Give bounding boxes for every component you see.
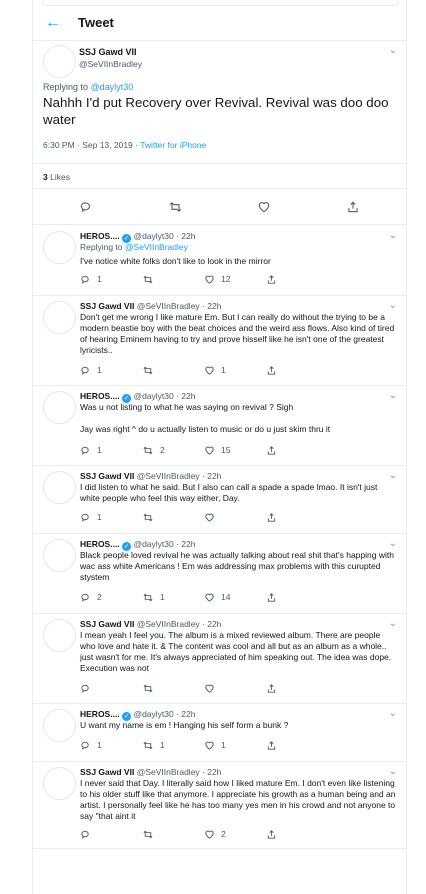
share-icon (266, 365, 277, 375)
like-button[interactable] (204, 829, 226, 840)
author-name[interactable]: HEROS.... (80, 391, 120, 401)
avatar[interactable] (43, 301, 76, 334)
retweet-icon (142, 829, 154, 839)
avatar[interactable] (43, 471, 76, 504)
reply-actions (80, 365, 280, 377)
like-count: 12 (221, 274, 231, 284)
tweet-actions (33, 193, 406, 219)
reply-count: 2 (97, 592, 102, 602)
chevron-down-icon[interactable]: ⌄ (388, 45, 397, 56)
reply-count: 1 (97, 740, 102, 750)
reply-actions (80, 829, 280, 841)
author-handle-time[interactable]: @daylyt30 · 22h (133, 391, 196, 401)
verified-badge-icon: ✓ (123, 713, 130, 720)
retweet-icon (142, 274, 154, 284)
author-handle[interactable]: @SeVIInBradley (79, 59, 142, 69)
like-button[interactable] (204, 740, 226, 751)
share-button[interactable] (266, 592, 277, 603)
retweet-icon (142, 740, 154, 750)
reply-actions (80, 274, 280, 286)
avatar[interactable] (43, 45, 76, 78)
reply-actions (80, 512, 280, 524)
like-button[interactable] (204, 592, 230, 603)
reply-tweet[interactable] (33, 386, 406, 466)
share-button[interactable] (266, 683, 277, 694)
retweet-icon (142, 512, 154, 522)
reply-text: U want my name is em ! Hanging his self form a bunk ? (80, 720, 289, 730)
chevron-down-icon[interactable]: ⌄ (388, 618, 397, 629)
like-count: 1 (221, 740, 226, 750)
reply-tweet[interactable] (33, 704, 406, 762)
reply-text: Don't get me wrong I like mature Em. But I can really do without the trying to be a modern beastie boy with the beat choices and the weird ass flows. Also kind of tired of hearing Eminem having to try and prove hisself like he isn't one of the greatest lyricists.. (80, 312, 395, 355)
share-icon[interactable] (346, 199, 360, 214)
like-icon (204, 683, 215, 693)
reply-icon (80, 683, 91, 693)
reply-count: 1 (97, 512, 102, 522)
retweet-icon (142, 445, 154, 455)
like-icon (204, 365, 215, 375)
likes-row[interactable] (33, 163, 406, 189)
reply-tweet[interactable] (33, 614, 406, 704)
like-count: 2 (221, 829, 226, 839)
like-button[interactable] (204, 445, 230, 456)
reply-icon (80, 445, 91, 455)
reply-icon (80, 365, 91, 375)
retweet-button[interactable] (142, 829, 160, 840)
chevron-down-icon[interactable]: ⌄ (388, 538, 397, 549)
verified-badge-icon: ✓ (123, 543, 130, 550)
tweet-text: Nahhh I'd put Recovery over Revival. Revival was doo doo water (43, 95, 389, 127)
author-name[interactable]: HEROS.... (80, 709, 120, 719)
likes-count: 3 (43, 172, 48, 182)
reply-text: Black people loved revival he was actually talking about real shit that's happing with wac ass white Americans ! Em was addressing max problems with this curupted stystem (80, 550, 394, 582)
reply-tweet[interactable] (33, 226, 406, 296)
likes-label: Likes (50, 172, 70, 182)
author-handle-time[interactable]: @daylyt30 · 22h (133, 709, 196, 719)
retweet-icon (142, 365, 154, 375)
share-icon (266, 445, 277, 455)
author-name[interactable]: SSJ Gawd VII (80, 471, 135, 481)
retweet-count: 2 (160, 445, 165, 455)
like-count: 14 (221, 592, 231, 602)
replying-to (43, 82, 133, 92)
tweet-page (32, 0, 407, 894)
share-button[interactable] (266, 274, 277, 285)
reply-actions (80, 592, 280, 604)
share-icon (266, 592, 277, 602)
replying-to-prefix: Replying to (80, 242, 123, 252)
author-name[interactable]: SSJ Gawd VII (80, 619, 135, 629)
retweet-button[interactable] (142, 512, 160, 523)
share-button[interactable] (266, 512, 277, 523)
author-handle-time[interactable]: @daylyt30 · 22h (133, 231, 196, 241)
retweet-button[interactable] (142, 365, 160, 376)
like-icon (204, 592, 215, 602)
author-handle-time[interactable]: @SeVIInBradley · 22h (136, 471, 222, 481)
share-button[interactable] (266, 445, 277, 456)
author-handle-time[interactable]: @SeVIInBradley · 22h (136, 619, 222, 629)
replying-to-link[interactable]: @SeVIInBradley (124, 242, 188, 252)
avatar[interactable] (43, 619, 76, 652)
reply-header (80, 471, 221, 481)
author-name[interactable]: HEROS.... (80, 539, 120, 549)
reply-icon (80, 592, 91, 602)
reply-icon (80, 829, 91, 839)
reply-count: 1 (97, 445, 102, 455)
reply-actions (80, 445, 280, 457)
author-name[interactable]: SSJ Gawd VII (80, 301, 135, 311)
like-button[interactable] (204, 512, 221, 523)
reply-button[interactable] (80, 274, 102, 285)
like-icon (204, 829, 215, 839)
avatar[interactable] (43, 391, 76, 424)
like-button[interactable] (204, 683, 221, 694)
reply-text: I did listen to what he said. But I also can call a spade a spade lmao. It isn't just white people who feel this way either, Day. (80, 482, 378, 503)
timestamp-text[interactable]: 6:30 PM · Sep 13, 2019 · (43, 140, 141, 150)
retweet-button[interactable] (142, 592, 165, 603)
reply-header (80, 619, 221, 629)
like-count: 1 (221, 365, 226, 375)
reply-header (80, 767, 221, 777)
verified-badge-icon: ✓ (123, 235, 130, 242)
reply-button[interactable] (80, 683, 97, 694)
chevron-down-icon[interactable]: ⌄ (388, 766, 397, 777)
reply-count: 1 (97, 274, 102, 284)
reply-icon[interactable] (79, 199, 93, 214)
share-button[interactable] (266, 829, 277, 840)
reply-button[interactable] (80, 445, 102, 456)
chevron-down-icon[interactable]: ⌄ (388, 470, 397, 481)
page-title: Tweet (78, 15, 114, 30)
replying-to-link[interactable]: @daylyt30 (90, 82, 134, 92)
reply-tweet[interactable] (33, 296, 406, 386)
reply-icon (80, 274, 91, 284)
reply-actions (80, 740, 280, 752)
main-tweet (33, 41, 406, 225)
reply-text: I've notice white folks don't like to look in the mirror (80, 256, 271, 266)
like-icon (204, 274, 215, 284)
reply-text: Was u not listing to what he was saying on revival ? Sigh Jay was right ^ do u actually listen to music or do u just skim thru it (80, 402, 331, 434)
like-icon[interactable] (257, 199, 271, 214)
chevron-down-icon[interactable]: ⌄ (388, 230, 397, 241)
like-icon (204, 512, 215, 522)
like-button[interactable] (204, 274, 230, 285)
share-icon (266, 740, 277, 750)
avatar[interactable] (43, 231, 76, 264)
retweet-count: 1 (160, 592, 165, 602)
reply-text: I mean yeah I feel you. The album is a mixed reviewed album. There are people who love and hate it. & The content was cool and all but as an album as a whole.. just wasn't for me. It's always appreciated of him speaking out. The idea was dope. Execution was not (80, 630, 392, 673)
reply-button[interactable] (80, 365, 102, 376)
reply-header (80, 301, 221, 311)
share-button[interactable] (266, 740, 277, 751)
chevron-down-icon[interactable]: ⌄ (388, 708, 397, 719)
chevron-down-icon[interactable]: ⌄ (388, 390, 397, 401)
author-name[interactable]: SSJ Gawd VII (79, 47, 137, 57)
author-handle-time[interactable]: @SeVIInBradley · 22h (136, 767, 222, 777)
reply-tweet[interactable] (33, 762, 406, 849)
reply-count: 1 (97, 365, 102, 375)
reply-button[interactable] (80, 592, 102, 603)
reply-button[interactable] (80, 829, 97, 840)
retweet-button[interactable] (142, 445, 165, 456)
reply-button[interactable] (80, 512, 102, 523)
author-name[interactable]: HEROS.... (80, 231, 120, 241)
share-icon (266, 512, 277, 522)
retweet-icon[interactable] (168, 199, 183, 214)
share-icon (266, 274, 277, 284)
share-button[interactable] (266, 365, 277, 376)
replying-to (80, 242, 188, 252)
retweet-icon (142, 683, 154, 693)
tweet-timestamp (43, 140, 206, 150)
arrow-left-icon[interactable]: ← (45, 14, 61, 31)
reply-icon (80, 512, 91, 522)
reply-tweet[interactable] (33, 466, 406, 534)
author-handle-time[interactable]: @daylyt30 · 22h (133, 539, 196, 549)
reply-button[interactable] (80, 740, 102, 751)
like-icon (204, 740, 215, 750)
avatar[interactable] (43, 539, 76, 572)
share-icon (266, 829, 277, 839)
chevron-down-icon[interactable]: ⌄ (388, 300, 397, 311)
tweet-source[interactable]: Twitter for iPhone (140, 140, 207, 150)
retweet-button[interactable] (142, 683, 160, 694)
replying-to-prefix: Replying to (43, 82, 89, 92)
retweet-count: 1 (160, 740, 165, 750)
reply-actions (80, 683, 280, 695)
retweet-button[interactable] (142, 274, 160, 285)
share-icon (266, 683, 277, 693)
avatar[interactable] (43, 709, 76, 742)
verified-badge-icon: ✓ (123, 395, 130, 402)
reply-icon (80, 740, 91, 750)
avatar[interactable] (43, 767, 76, 800)
reply-text: I never said that Day. I literally said how I liked mature Em. I don't even like listening to his older stuff like that anymore. I appreciate his growth as a human being and an artist. I personally feel like he has too many yes men in his crowd and not anyone to say "that aint it (80, 778, 396, 821)
like-icon (204, 445, 215, 455)
author-handle-time[interactable]: @SeVIInBradley · 22h (136, 301, 222, 311)
retweet-button[interactable] (142, 740, 165, 751)
like-button[interactable] (204, 365, 226, 376)
header (33, 6, 406, 41)
author-name[interactable]: SSJ Gawd VII (80, 767, 135, 777)
like-count: 15 (221, 445, 231, 455)
reply-tweet[interactable] (33, 534, 406, 614)
retweet-icon (142, 592, 154, 602)
